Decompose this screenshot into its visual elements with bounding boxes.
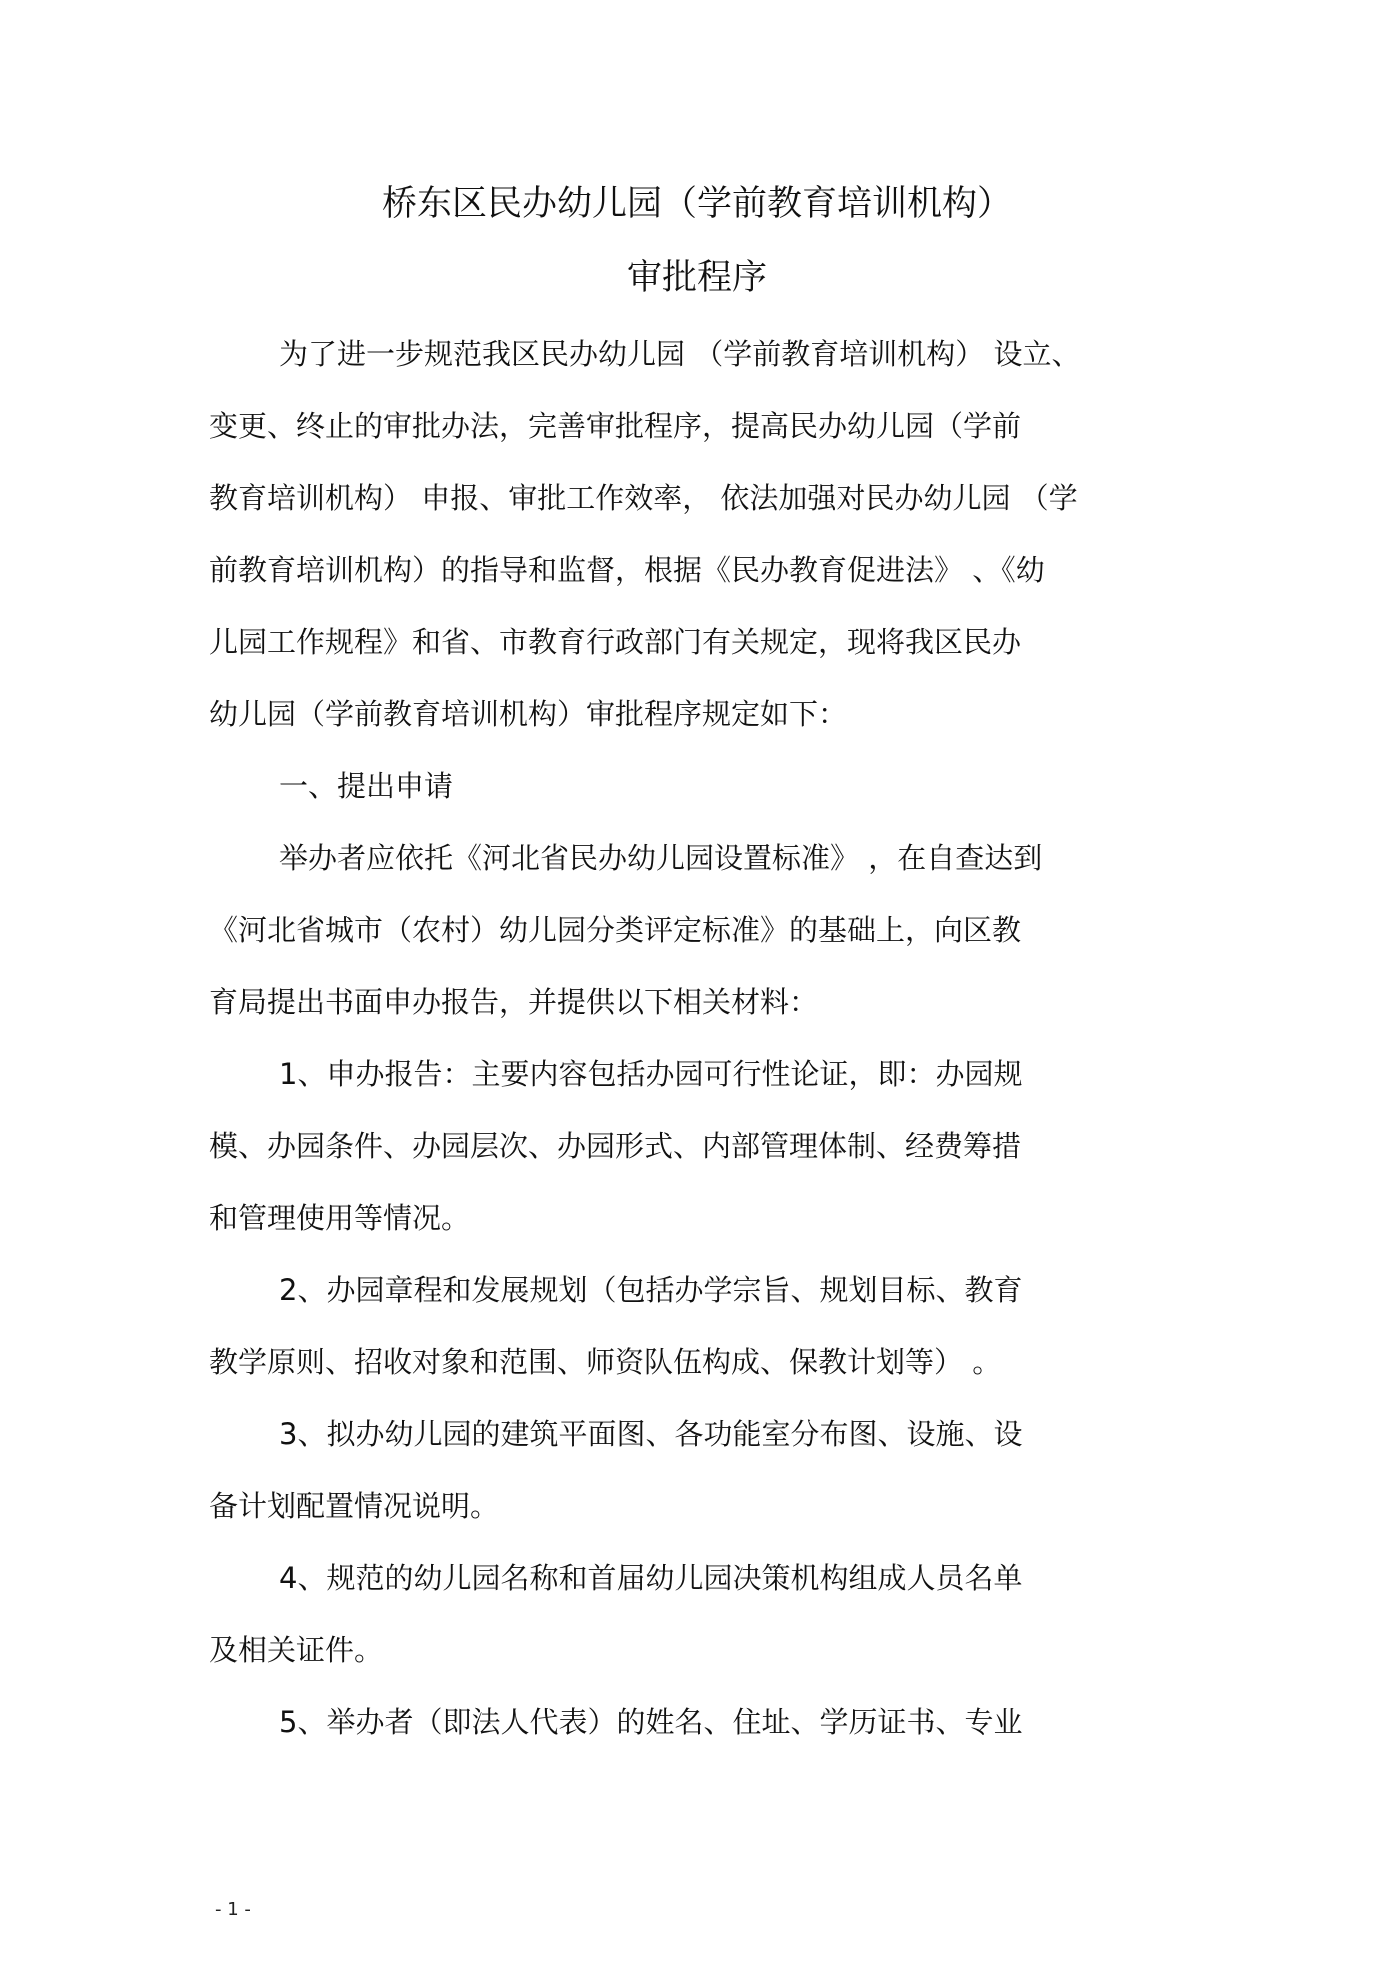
list-item-line: 4、规范的幼儿园名称和首届幼儿园决策机构组成人员名单 <box>279 1561 1023 1595</box>
section-heading: 一、提出申请 <box>279 769 454 803</box>
body-line: 举办者应依托《河北省民办幼儿园设置标准》 ，在自查达到 <box>279 841 1043 875</box>
list-item-line: 及相关证件。 <box>209 1633 384 1667</box>
body-line: 《河北省城市（农村）幼儿园分类评定标准》的基础上，向区教 <box>209 913 1022 947</box>
document-title-line-2: 审批程序 <box>626 258 767 298</box>
list-item-line: 3、拟办幼儿园的建筑平面图、各功能室分布图、设施、设 <box>279 1417 1023 1451</box>
body-line: 为了进一步规范我区民办幼儿园 （学前教育培训机构） 设立、 <box>279 337 1081 371</box>
list-item-line: 5、举办者（即法人代表）的姓名、住址、学历证书、专业 <box>279 1705 1023 1739</box>
list-item-line: 模、办园条件、办园层次、办园形式、内部管理体制、经费筹措 <box>209 1129 1022 1163</box>
list-item-line: 1、申办报告：主要内容包括办园可行性论证，即：办园规 <box>279 1057 1023 1091</box>
list-item-line: 和管理使用等情况。 <box>209 1201 471 1235</box>
body-line: 幼儿园（学前教育培训机构）审批程序规定如下： <box>209 697 848 731</box>
list-item-line: 备计划配置情况说明。 <box>209 1489 500 1523</box>
body-line: 儿园工作规程》和省、市教育行政部门有关规定，现将我区民办 <box>209 625 1022 659</box>
document-title-line-1: 桥东区民办幼儿园（学前教育培训机构） <box>381 184 1012 224</box>
body-line: 变更、终止的审批办法，完善审批程序，提高民办幼儿园（学前 <box>209 409 1022 443</box>
body-line: 育局提出书面申办报告，并提供以下相关材料： <box>209 985 819 1019</box>
list-item-line: 教学原则、招收对象和范围、师资队伍构成、保教计划等） 。 <box>209 1345 1002 1379</box>
body-line: 教育培训机构） 申报、审批工作效率， 依法加强对民办幼儿园 （学 <box>209 481 1078 515</box>
list-item-line: 2、办园章程和发展规划（包括办学宗旨、规划目标、教育 <box>279 1273 1023 1307</box>
page-number: - 1 - <box>215 1899 251 1920</box>
body-line: 前教育培训机构）的指导和监督，根据《民办教育促进法》 、《幼 <box>209 553 1045 587</box>
